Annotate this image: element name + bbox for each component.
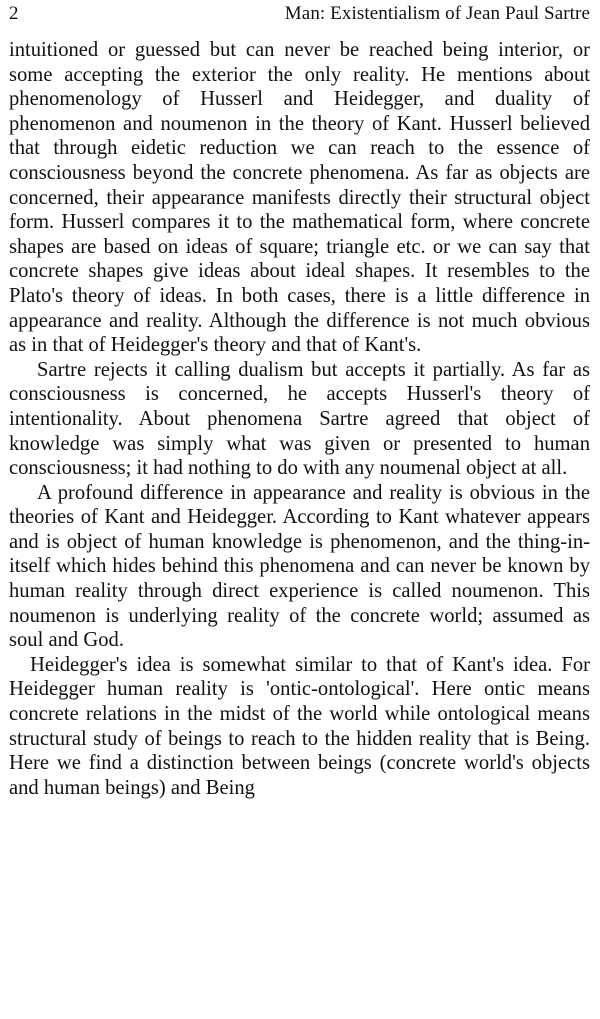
- paragraph-2: Sartre rejects it calling dualism but accepts it partially. As far as consciousness is concerned, he accepts Husserl's theory of intentionality. About phenomena Sartre agreed that object of knowledge was simply what was given or presented to human consciousness; it had nothing to do with any noumenal object at all.: [9, 358, 590, 480]
- paragraph-3: A profound difference in appearance and reality is obvious in the theories of Kant and Heidegger. According to Kant whatever appears and is object of human knowledge is phenomenon, and the thing-in-itself which hides behind this phenomena and can never be known by human reality through direct experience is called noumenon. This noumenon is underlying reality of the concrete world; assumed as soul and God.: [9, 481, 590, 652]
- page-number: 2: [9, 3, 19, 24]
- running-title: Man: Existentialism of Jean Paul Sartre: [284, 3, 590, 24]
- running-header: [9, 0, 590, 28]
- paragraph-4: Heidegger's idea is somewhat similar to that of Kant's idea. For Heidegger human reality is 'ontic-ontological'. Here ontic means concrete relations in the midst of the world while ontological means structural study of beings to reach to the hidden reality that is Being. Here we find a distinction between beings (concrete world's objects and human beings) and Being: [9, 653, 590, 799]
- body-text: [9, 38, 590, 800]
- paragraph-1: intuitioned or guessed but can never be reached being interior, or some accepting the exterior the only reality. He mentions about phenomenology of Husserl and Heidegger, and duality of phenomenon and noumenon in the theory of Kant. Husserl believed that through eidetic reduction we can reach to the essence of consciousness beyond the concrete phenomena. As far as objects are concerned, their appearance manifests directly their structural object form. Husserl compares it to the mathematical form, where concrete shapes are based on ideas of square; triangle etc. or we can say that concrete shapes give ideas about ideal shapes. It resembles to the Plato's theory of ideas. In both cases, there is a little difference in appearance and reality. Although the difference is not much obvious as in that of Heidegger's theory and that of Kant's.: [9, 39, 590, 357]
